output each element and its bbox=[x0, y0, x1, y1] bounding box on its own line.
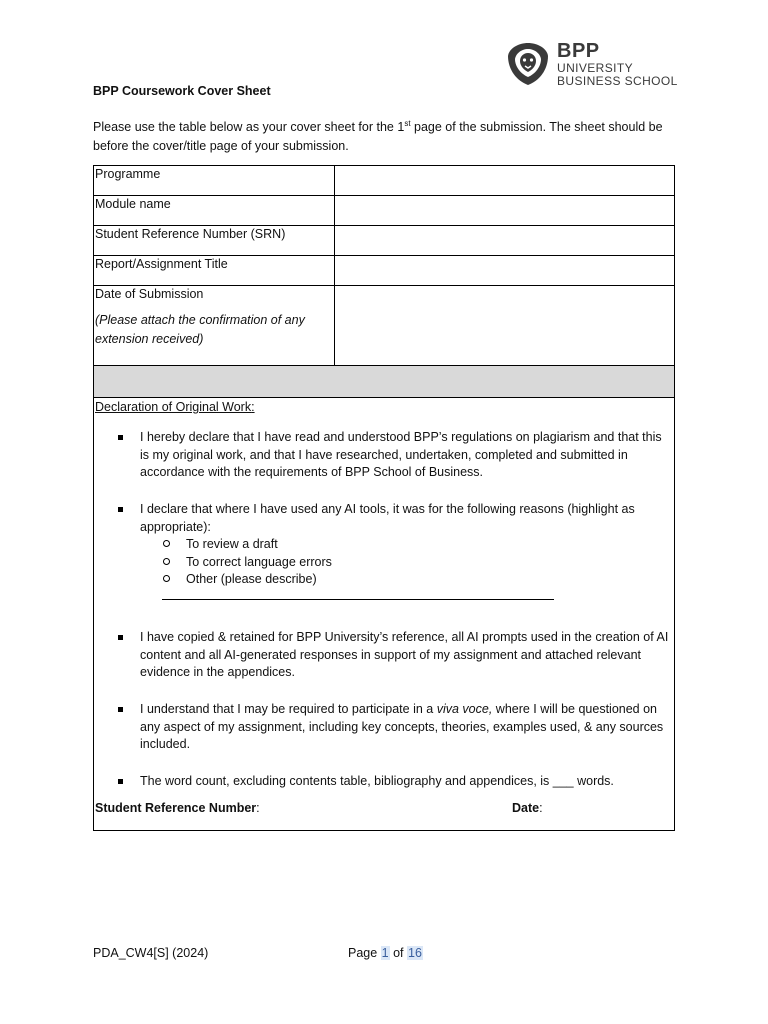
total-pages-number: 16 bbox=[408, 946, 422, 960]
square-bullet-icon bbox=[118, 435, 123, 440]
srn-sign-label: Student Reference Number bbox=[95, 801, 257, 815]
option-label: To correct language errors bbox=[186, 555, 332, 569]
circle-bullet-icon bbox=[163, 540, 170, 547]
table-row bbox=[94, 166, 675, 196]
square-bullet-icon bbox=[118, 707, 123, 712]
intro-part-2: page of the submission. The sheet should be before the cover/title page of your submission. bbox=[93, 120, 663, 154]
logo-brand: BPP bbox=[557, 40, 600, 62]
current-page-number: 1 bbox=[381, 946, 389, 960]
footer-doc-code: PDA_CW4[S] (2024) bbox=[93, 946, 209, 960]
declaration-row bbox=[94, 398, 675, 831]
option-label: To review a draft bbox=[186, 537, 278, 551]
assignment-title-label: Report/Assignment Title bbox=[94, 256, 335, 286]
intro-part-1: Please use the table below as your cover sheet for the 1 bbox=[93, 120, 405, 135]
declaration-heading-text: Declaration of Original Work bbox=[95, 400, 252, 414]
signature-date-label bbox=[512, 801, 543, 815]
page-title: BPP Coursework Cover Sheet bbox=[93, 84, 271, 98]
page-word: Page bbox=[348, 946, 381, 960]
date-sign-colon: : bbox=[539, 801, 543, 815]
logo-line-2: BUSINESS SCHOOL bbox=[557, 74, 678, 88]
signature-srn-label bbox=[95, 801, 260, 815]
table-row bbox=[94, 196, 675, 226]
option-label: Other (please describe) bbox=[186, 572, 317, 586]
bullet-1-text: I hereby declare that I have read and understood BPP’s regulations on plagiarism and that this is my original work, and that I have researched, undertaken, completed and submitted in accordance with the requirements of BPP School of Business. bbox=[140, 430, 662, 479]
logo-line-1: UNIVERSITY bbox=[557, 61, 634, 75]
programme-field[interactable] bbox=[335, 166, 675, 196]
describe-blank-line[interactable] bbox=[162, 599, 554, 600]
of-word: of bbox=[389, 946, 407, 960]
lion-shield-icon bbox=[507, 42, 549, 86]
bullet-4-part-b: where I will be questioned on any aspect of my assignment, including key concepts, theories, examples used, & any sources included. bbox=[140, 702, 664, 751]
declaration-heading bbox=[95, 400, 255, 414]
declaration-heading-colon: : bbox=[251, 400, 255, 414]
bullet-2-text: I declare that where I have used any AI tools, it was for the following reasons (highlight as appropriate): bbox=[140, 502, 635, 534]
table-row bbox=[94, 226, 675, 256]
date-of-submission-field[interactable] bbox=[335, 286, 675, 366]
date-of-submission-label: Date of Submission bbox=[95, 287, 204, 301]
srn-sign-colon: : bbox=[256, 801, 260, 815]
separator-row bbox=[94, 366, 675, 398]
declaration-cell bbox=[94, 398, 675, 831]
bullet-4-part-a: I understand that I may be required to participate in a bbox=[140, 702, 437, 716]
circle-bullet-icon bbox=[163, 575, 170, 582]
table-row bbox=[94, 286, 675, 366]
square-bullet-icon bbox=[118, 779, 123, 784]
assignment-title-field[interactable] bbox=[335, 256, 675, 286]
srn-label: Student Reference Number (SRN) bbox=[94, 226, 335, 256]
programme-label: Programme bbox=[94, 166, 335, 196]
srn-field[interactable] bbox=[335, 226, 675, 256]
date-sign-label: Date bbox=[512, 801, 540, 815]
bullet-5-text: The word count, excluding contents table, bibliography and appendices, is ___ words. bbox=[140, 774, 614, 788]
cover-sheet-table bbox=[93, 165, 675, 831]
date-extension-note: (Please attach the confirmation of any extension received) bbox=[95, 313, 305, 346]
table-row bbox=[94, 256, 675, 286]
module-name-field[interactable] bbox=[335, 196, 675, 226]
footer-page-number bbox=[348, 946, 423, 960]
gray-separator bbox=[94, 366, 675, 398]
date-of-submission-cell bbox=[94, 286, 335, 366]
square-bullet-icon bbox=[118, 635, 123, 640]
bpp-logo bbox=[507, 40, 682, 88]
bullet-4-text bbox=[140, 701, 670, 754]
intro-text bbox=[93, 114, 678, 156]
module-name-label: Module name bbox=[94, 196, 335, 226]
intro-sup: st bbox=[404, 119, 411, 128]
bullet-4-viva-voce: viva voce, bbox=[436, 702, 493, 716]
bullet-3-text: I have copied & retained for BPP University’s reference, all AI prompts used in the creation of AI content and all AI-generated responses in support of my assignment and attached relevant evidence in the appendices. bbox=[140, 630, 669, 679]
circle-bullet-icon bbox=[163, 558, 170, 565]
square-bullet-icon bbox=[118, 507, 123, 512]
